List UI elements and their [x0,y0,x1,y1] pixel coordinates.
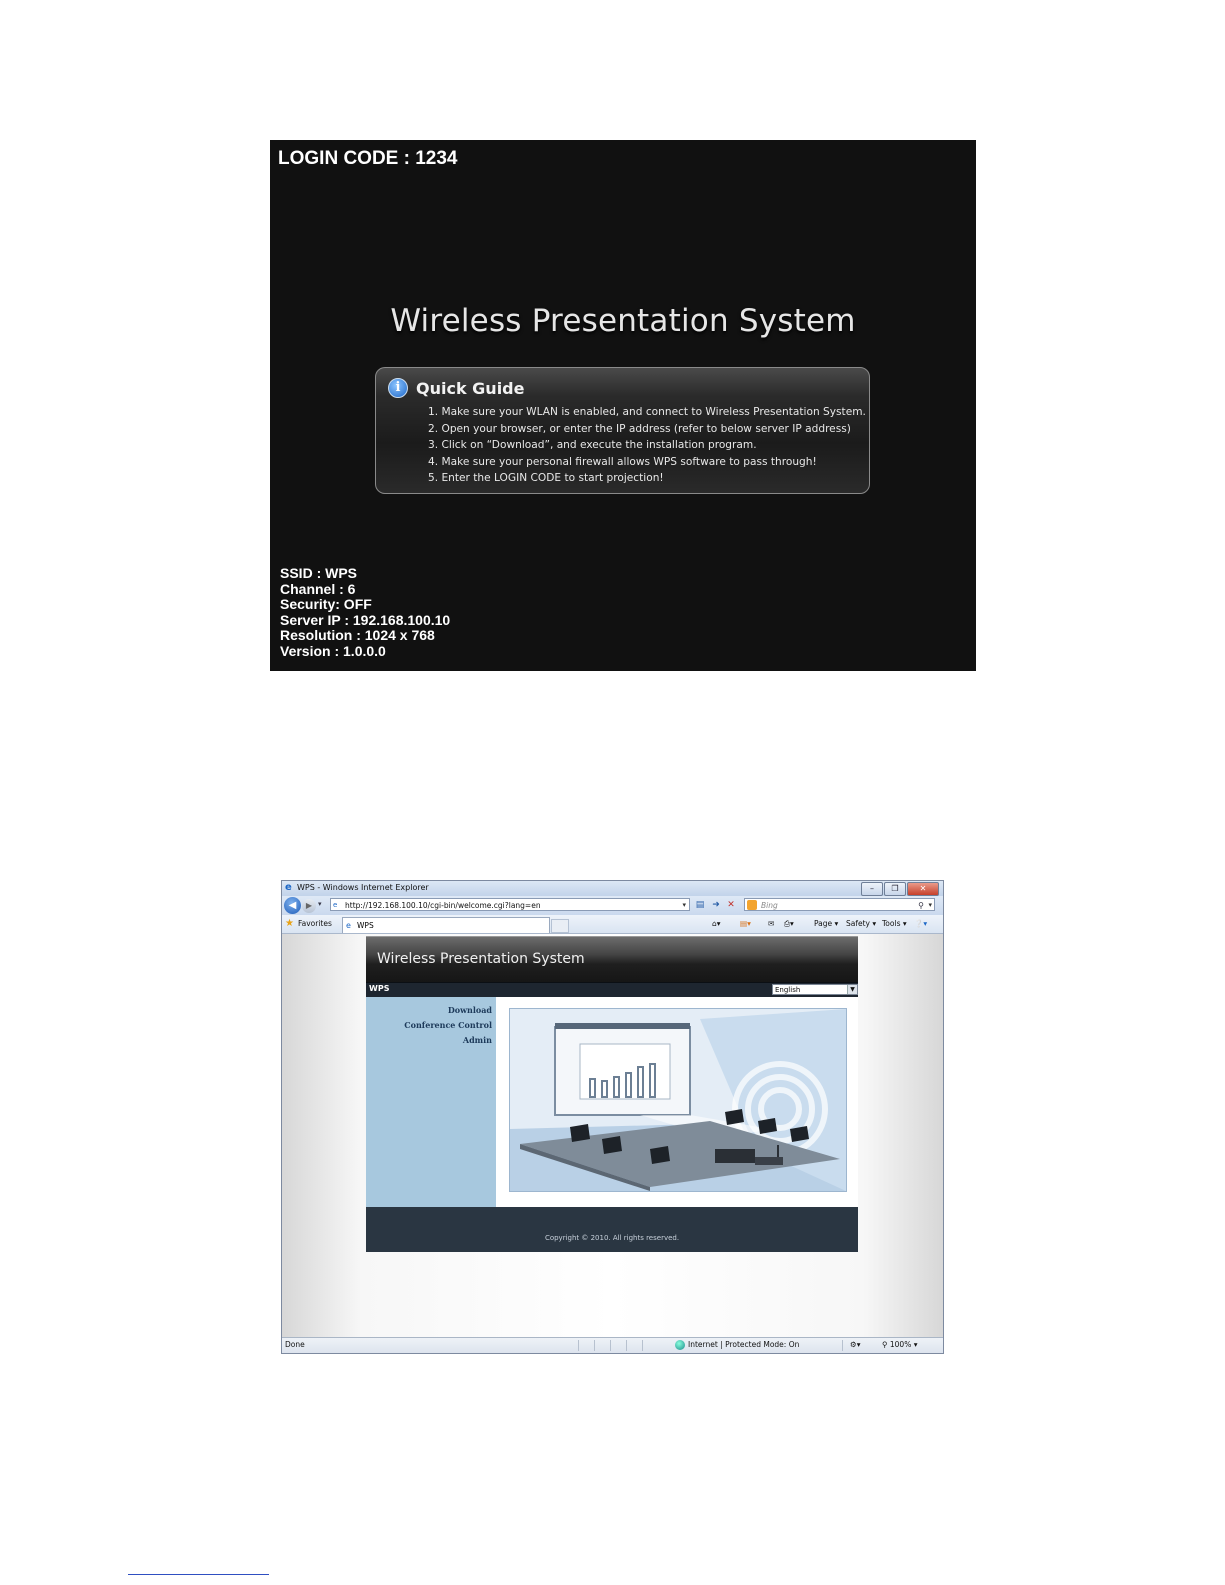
favorites-button[interactable] [284,917,332,931]
restore-button[interactable]: ❐ [884,882,906,896]
tab-wps[interactable] [342,917,550,933]
url-text: http://192.168.100.10/cgi-bin/welcome.cgi?lang=en [345,901,541,910]
home-icon[interactable]: ⌂▾ [712,919,721,928]
wps-topbar [366,982,858,997]
minimize-button[interactable]: – [861,882,883,896]
security-zone[interactable] [675,1338,799,1352]
guide-step: 1. Make sure your WLAN is enabled, and connect to Wireless Presentation System. [428,406,866,418]
bing-icon [747,900,757,910]
zoom-dropdown[interactable]: ▾ [913,1340,918,1349]
wps-web-page [366,936,858,1252]
guide-step: 5. Enter the LOGIN CODE to start projection! [428,472,664,484]
status-divider [610,1340,611,1351]
back-arrow-icon[interactable]: ◀ [284,897,301,914]
guide-step: 3. Click on “Download”, and execute the installation program. [428,439,757,451]
conference-room-illustration [509,1008,847,1192]
search-placeholder: Bing [761,901,778,910]
menu-admin-link[interactable]: Admin [462,1035,492,1045]
projector-screen [270,140,976,671]
page-menu[interactable]: Page ▾ [814,919,839,928]
safety-menu[interactable]: Safety ▾ [846,919,877,928]
chevron-down-icon[interactable]: ▼ [847,985,857,994]
address-bar [282,896,943,915]
rss-icon[interactable]: ▤▾ [740,919,751,928]
security-info: Security: OFF [280,596,372,612]
title-bar [282,881,943,896]
zoom-control[interactable] [882,1338,918,1352]
quick-guide-header [388,378,524,398]
window-title: WPS - Windows Internet Explorer [297,883,429,892]
search-dropdown[interactable]: ▾ [928,901,932,909]
server-ip-info: Server IP : 192.168.100.10 [280,611,451,628]
zone-text: Internet | Protected Mode: On [688,1340,800,1349]
zoom-level: 100% [889,1340,912,1349]
language-select[interactable] [772,984,858,995]
info-icon: i [388,378,408,398]
status-divider [642,1340,643,1351]
tools-menu[interactable]: Tools ▾ [882,919,907,928]
channel-info: Channel : 6 [280,580,356,597]
mail-icon[interactable]: ✉ [768,919,775,928]
status-bar [282,1337,943,1353]
wps-content [496,997,858,1207]
ssid-info: SSID : WPS [280,565,358,581]
search-icon[interactable]: ⚲ [918,901,924,910]
url-dropdown[interactable]: ▾ [682,901,686,909]
wps-footer [366,1207,858,1252]
star-icon: ★ [285,918,294,929]
conference-room-graphic [510,1009,846,1191]
quick-guide-title: Quick Guide [416,378,525,398]
help-icon[interactable]: ❔▾ [914,919,928,928]
favorites-label: Favorites [298,919,332,928]
status-divider [842,1340,843,1351]
compat-view-icon[interactable]: ▤ [695,900,705,910]
stop-icon[interactable]: ✕ [727,900,735,910]
wps-body [366,997,858,1207]
window-controls [860,882,939,896]
tab-label: WPS [357,921,374,930]
page-viewport [282,934,943,1339]
favorites-bar [282,915,943,934]
wps-sidebar [366,997,496,1207]
ie-logo-icon: e [285,882,292,893]
language-value: English [775,986,801,994]
forward-arrow-icon[interactable]: ▶ [302,899,316,913]
quick-guide-steps [428,404,866,487]
search-input[interactable] [744,898,935,911]
menu-download-link[interactable]: Download [447,1005,492,1015]
zone-settings-icon[interactable]: ⚙▾ [850,1340,861,1349]
quick-guide-panel [375,367,870,494]
screen-title: Wireless Presentation System [390,303,856,339]
tab-page-icon: e [346,921,351,930]
page-icon: e [333,901,338,909]
guide-step: 4. Make sure your personal firewall allows WPS software to pass through! [428,455,817,468]
status-text: Done [285,1340,305,1349]
globe-icon [675,1340,685,1350]
recent-pages-dropdown[interactable]: ▾ [318,900,322,908]
browser-window [281,880,944,1354]
printer-icon[interactable]: ⎙▾ [784,919,794,928]
status-divider [626,1340,627,1351]
refresh-icon[interactable]: ➜ [712,900,720,910]
status-divider [578,1340,579,1351]
version-info: Version : 1.0.0.0 [280,642,386,659]
wps-banner [366,936,858,982]
wps-label: WPS [369,984,390,993]
footnote-separator [128,1574,269,1575]
guide-step: 2. Open your browser, or enter the IP address (refer to below server IP address) [428,422,851,435]
login-code: LOGIN CODE : 1234 [278,148,458,169]
banner-title: Wireless Presentation System [377,951,585,967]
copyright-text: Copyright © 2010. All rights reserved. [544,1234,680,1242]
close-button[interactable]: ✕ [907,882,939,896]
resolution-info: Resolution : 1024 x 768 [280,627,435,643]
zoom-icon: ⚲ [882,1340,888,1349]
url-input[interactable] [330,898,690,911]
menu-conference-control-link[interactable]: Conference Control [404,1020,492,1030]
new-tab-button[interactable] [551,919,569,933]
system-info [280,566,450,659]
status-divider [594,1340,595,1351]
